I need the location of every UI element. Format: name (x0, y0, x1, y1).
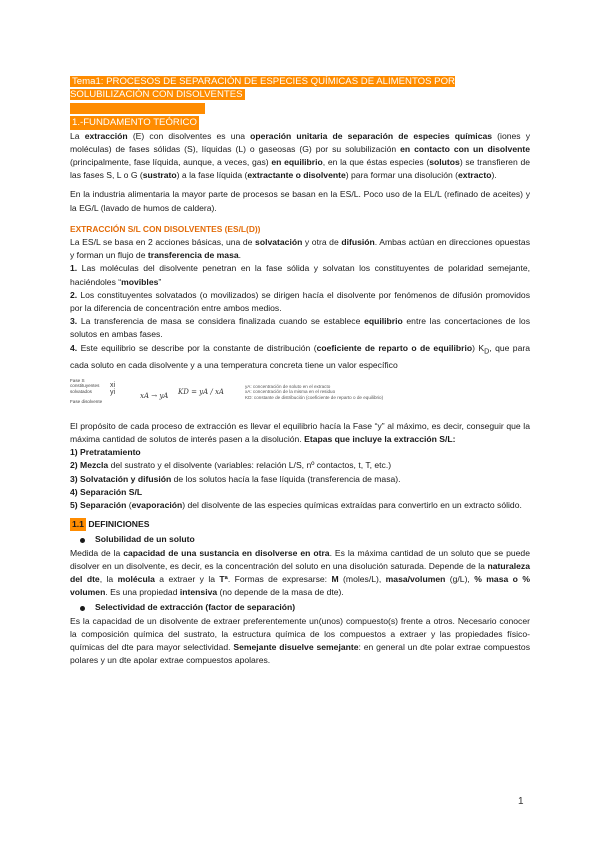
stage-1: 1) Pretratamiento (70, 447, 141, 458)
numbered-item-1: 1. Las moléculas del disolvente penetran en la fase sólida y solvatan los constituyentes de polaridad semejante, haciéndoles “movibles” (70, 263, 530, 287)
figure-equation-kd: KD = yA / xA (178, 387, 224, 396)
distribution-figure (70, 378, 530, 416)
page-number: 1 (518, 796, 524, 807)
stage-3: 3) Solvatación y difusión de los solutos hacía la fase líquida (transferencia de masa). (70, 473, 401, 484)
bullet-solubilidad: Solubilidad de un soluto (80, 533, 530, 546)
document-page (70, 75, 530, 667)
section-heading-fundamento: 1.-FUNDAMENTO TEÓRICO (72, 117, 197, 129)
figure-phase-labels: Fase S constituyentes solvatados Fase disolvente (70, 377, 103, 405)
figure-brace: xi yi (110, 381, 116, 396)
stage-5: 5) Separación (evaporación) del disolvente de las especies químicas extraídas para convertirlo en un extracto sólido. (70, 500, 522, 510)
figure-legend: yA: concentración de soluto en el extracto xA: concentración de la misma en el residuo KD: constante de distribución (coeficiente de reparto o de equilibrio) (245, 383, 384, 400)
stage-4: 4) Separación S/L (70, 486, 143, 497)
paragraph-selectividad: Es la capacidad de un disolvente de extraer preferentemente un(unos) compuesto(s) frente a otros. Necesario conocer la composición química del sustrato, la estructura química de los compuestos a extraer y las propiedades físico-químicas del dte para mayor selectividad. Semejante disuelve semejante: en general un dte polar extrae compuestos polares y un dte apolar extrae compuestos apolares. (70, 615, 531, 666)
title-highlight: Tema1: PROCESOS DE SEPARACIÓN DE ESPECIES QUÍMICAS DE ALIMENTOS POR SOLUBILIZACIÓN CON DISOLVENTES (70, 76, 455, 101)
numbered-item-2: 2. Los constituyentes solvatados (o movilizados) se dirigen hacía el disolvente por fenómenos de difusión promovidos por la diferencia de concentración entre ambos medios. (70, 289, 530, 314)
numbered-item-4: 4. Este equilibrio se describe por la constante de distribución (coeficiente de reparto o de equilibrio) $K_D$, que para cada soluto en cada disolvente y a una temperatura concreta tiene un valor específico (70, 342, 531, 370)
paragraph-solubilidad: Medida de la capacidad de una sustancia en disolverse en otra. Es la máxima cantidad de un soluto que se puede disolver en un disolvente, es decir, es la concentración del soluto en una disolución saturada. Depende de la naturaleza del dte, la molécula a extraer y la Tª. Formas de expresarse: M (moles/L), masa/volumen (g/L), % masa o % volumen. Es una propiedad intensiva (no depende de la masa de dte). (70, 547, 530, 598)
paragraph-industria: En la industria alimentaria la mayor parte de procesos se basan en la ES/L. Poco uso de la EL/L (refinado de aceites) y la EG/L (lavado de humos de caldera). (70, 189, 530, 213)
paragraph-extraccion: La extracción (E) con disolventes es una operación unitaria de separación de especies químicas (iones y moléculas) de fases sólidas (S), líquidas (L) o gaseosas (G) por su solubilización en contacto con un disolvente (principalmente, fase líquida, aunque, a veces, gas) en equilibrio, en la que éstas especies (solutos) se transfieren de las fases S, L o G (sustrato) a la fase líquida (extractante o disolvente) para formar una disolución (extracto). (70, 130, 531, 181)
paragraph-acciones: La ES/L se basa en 2 acciones básicas, una de solvatación y otra de difusión. Ambas actúan en direcciones opuestas y forman un flujo de transferencia de masa. (70, 237, 531, 261)
definiciones-number: 1.1 (70, 518, 86, 531)
section-heading-definiciones (70, 518, 530, 531)
bullet-dot-icon (80, 606, 85, 611)
numbered-item-3: 3. La transferencia de masa se considera finalizada cuando se establece equilibrio entre las concertaciones de los solutos en ambas fases. (70, 316, 531, 340)
definiciones-title: DEFINICIONES (85, 519, 150, 530)
bullet-selectividad: Selectividad de extracción (factor de separación) (80, 601, 530, 614)
subheading-extraccion-sl: EXTRACCIÓN S/L CON DISOLVENTES (ES/L(D)) (70, 223, 261, 234)
bullet-dot-icon (80, 538, 85, 543)
figure-equation-transfer: xA → yA (140, 391, 169, 400)
title-highlight-bar (70, 103, 205, 114)
stage-2: 2) Mezcla del sustrato y el disolvente (variables: relación L/S, nº contactos, t, T, etc.) (70, 460, 392, 471)
document-title (70, 75, 530, 114)
paragraph-proposito: El propósito de cada proceso de extracción es llevar el equilibrio hacía la Fase “y” al máximo, es decir, conseguir que la máxima cantidad de solutos de interés pasen a la disolución. Etapas que incluye la extracción S/L: (70, 420, 530, 444)
